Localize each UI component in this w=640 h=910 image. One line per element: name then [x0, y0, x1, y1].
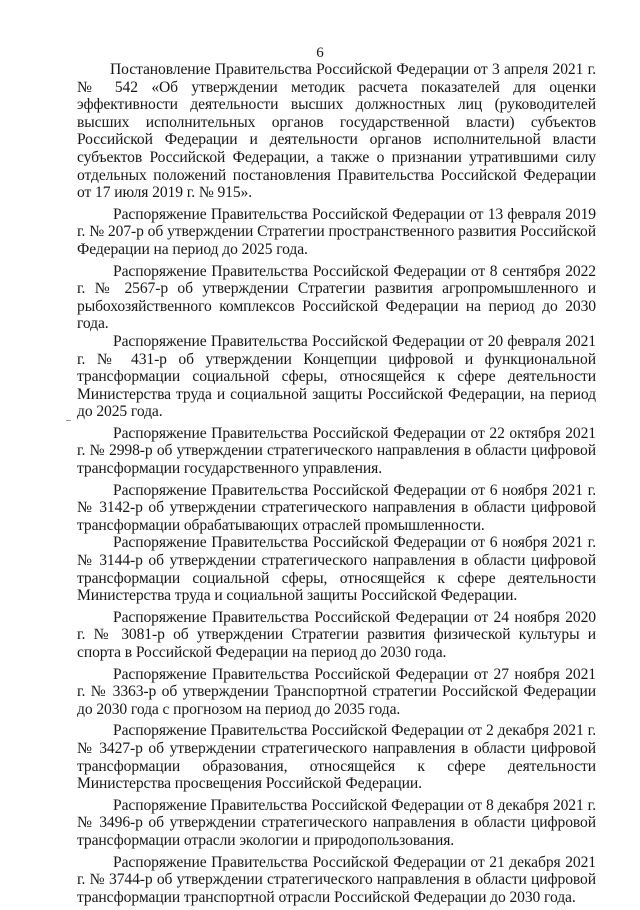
- paragraph-order-207-r: Распоряжение Правительства Российской Федерации от 13 февраля 2019 г. № 207-р об утверждении Стратегии пространственного развития Российской Федерации на период до 2025 года.: [77, 205, 596, 258]
- paragraph-order-3744-r: Распоряжение Правительства Российской Федерации от 21 декабря 2021 г. № 3744-р об утверждении стратегического направления в области цифровой трансформации транспортной отрасли Российской Федерации до 2030 года.: [77, 853, 596, 906]
- document-body: [77, 61, 596, 910]
- paragraph-order-3142-r: Распоряжение Правительства Российской Федерации от 6 ноября 2021 г. № 3142-р об утверждении стратегического направления в области цифровой трансформации обрабатывающих отраслей промышленности.: [77, 481, 596, 534]
- paragraph-order-2567-r: Распоряжение Правительства Российской Федерации от 8 сентября 2022 г. № 2567-р об утверждении Стратегии развития агропромышленного и рыбохозяйственного комплексов Российской Федерации на период до 2030 года.: [77, 262, 596, 333]
- margin-mark: [66, 420, 71, 421]
- paragraph-decree-542: Постановление Правительства Российской Федерации от 3 апреля 2021 г. № 542 «Об утверждении методик расчета показателей для оценки эффективности деятельности высших должностных лиц (руководителей высших исполнительных органов государственной власти) субъектов Российской Федерации и деятельности органов исполнительной власти субъектов Российской Федерации, а также о признании утратившими силу отдельных положений постановления Правительства Российской Федерации от 17 июля 2019 г. № 915».: [77, 61, 596, 202]
- paragraph-order-3081-r: Распоряжение Правительства Российской Федерации от 24 ноября 2020 г. № 3081-р об утверждении Стратегии развития физической культуры и спорта в Российской Федерации на период до 2030 года.: [77, 608, 596, 661]
- paragraph-order-3363-r: Распоряжение Правительства Российской Федерации от 27 ноября 2021 г. № 3363-р об утверждении Транспортной стратегии Российской Федерации до 2030 года с прогнозом на период до 2035 года.: [77, 665, 596, 718]
- paragraph-order-431-r: Распоряжение Правительства Российской Федерации от 20 февраля 2021 г. № 431-р об утверждении Концепции цифровой и функциональной трансформации социальной сферы, относящейся к сфере деятельности Министерства труда и социальной защиты Российской Федерации, на период до 2025 года.: [77, 332, 596, 421]
- paragraph-order-3144-r: Распоряжение Правительства Российской Федерации от 6 ноября 2021 г. № 3144-р об утверждении стратегического направления в области цифровой трансформации социальной сферы, относящейся к сфере деятельности Министерства труда и социальной защиты Российской Федерации.: [77, 534, 596, 605]
- paragraph-order-3427-r: Распоряжение Правительства Российской Федерации от 2 декабря 2021 г. № 3427-р об утверждении стратегического направления в области цифровой трансформации образования, относящейся к сфере деятельности Министерства просвещения Российской Федерации.: [77, 722, 596, 793]
- paragraph-order-3496-r: Распоряжение Правительства Российской Федерации от 8 декабря 2021 г. № 3496-р об утверждении стратегического направления в области цифровой трансформации отрасли экологии и природопользования.: [77, 796, 596, 849]
- page-number: 6: [316, 45, 324, 61]
- paragraph-order-2998-r: Распоряжение Правительства Российской Федерации от 22 октября 2021 г. № 2998-р об утверждении стратегического направления в области цифровой трансформации государственного управления.: [77, 424, 596, 478]
